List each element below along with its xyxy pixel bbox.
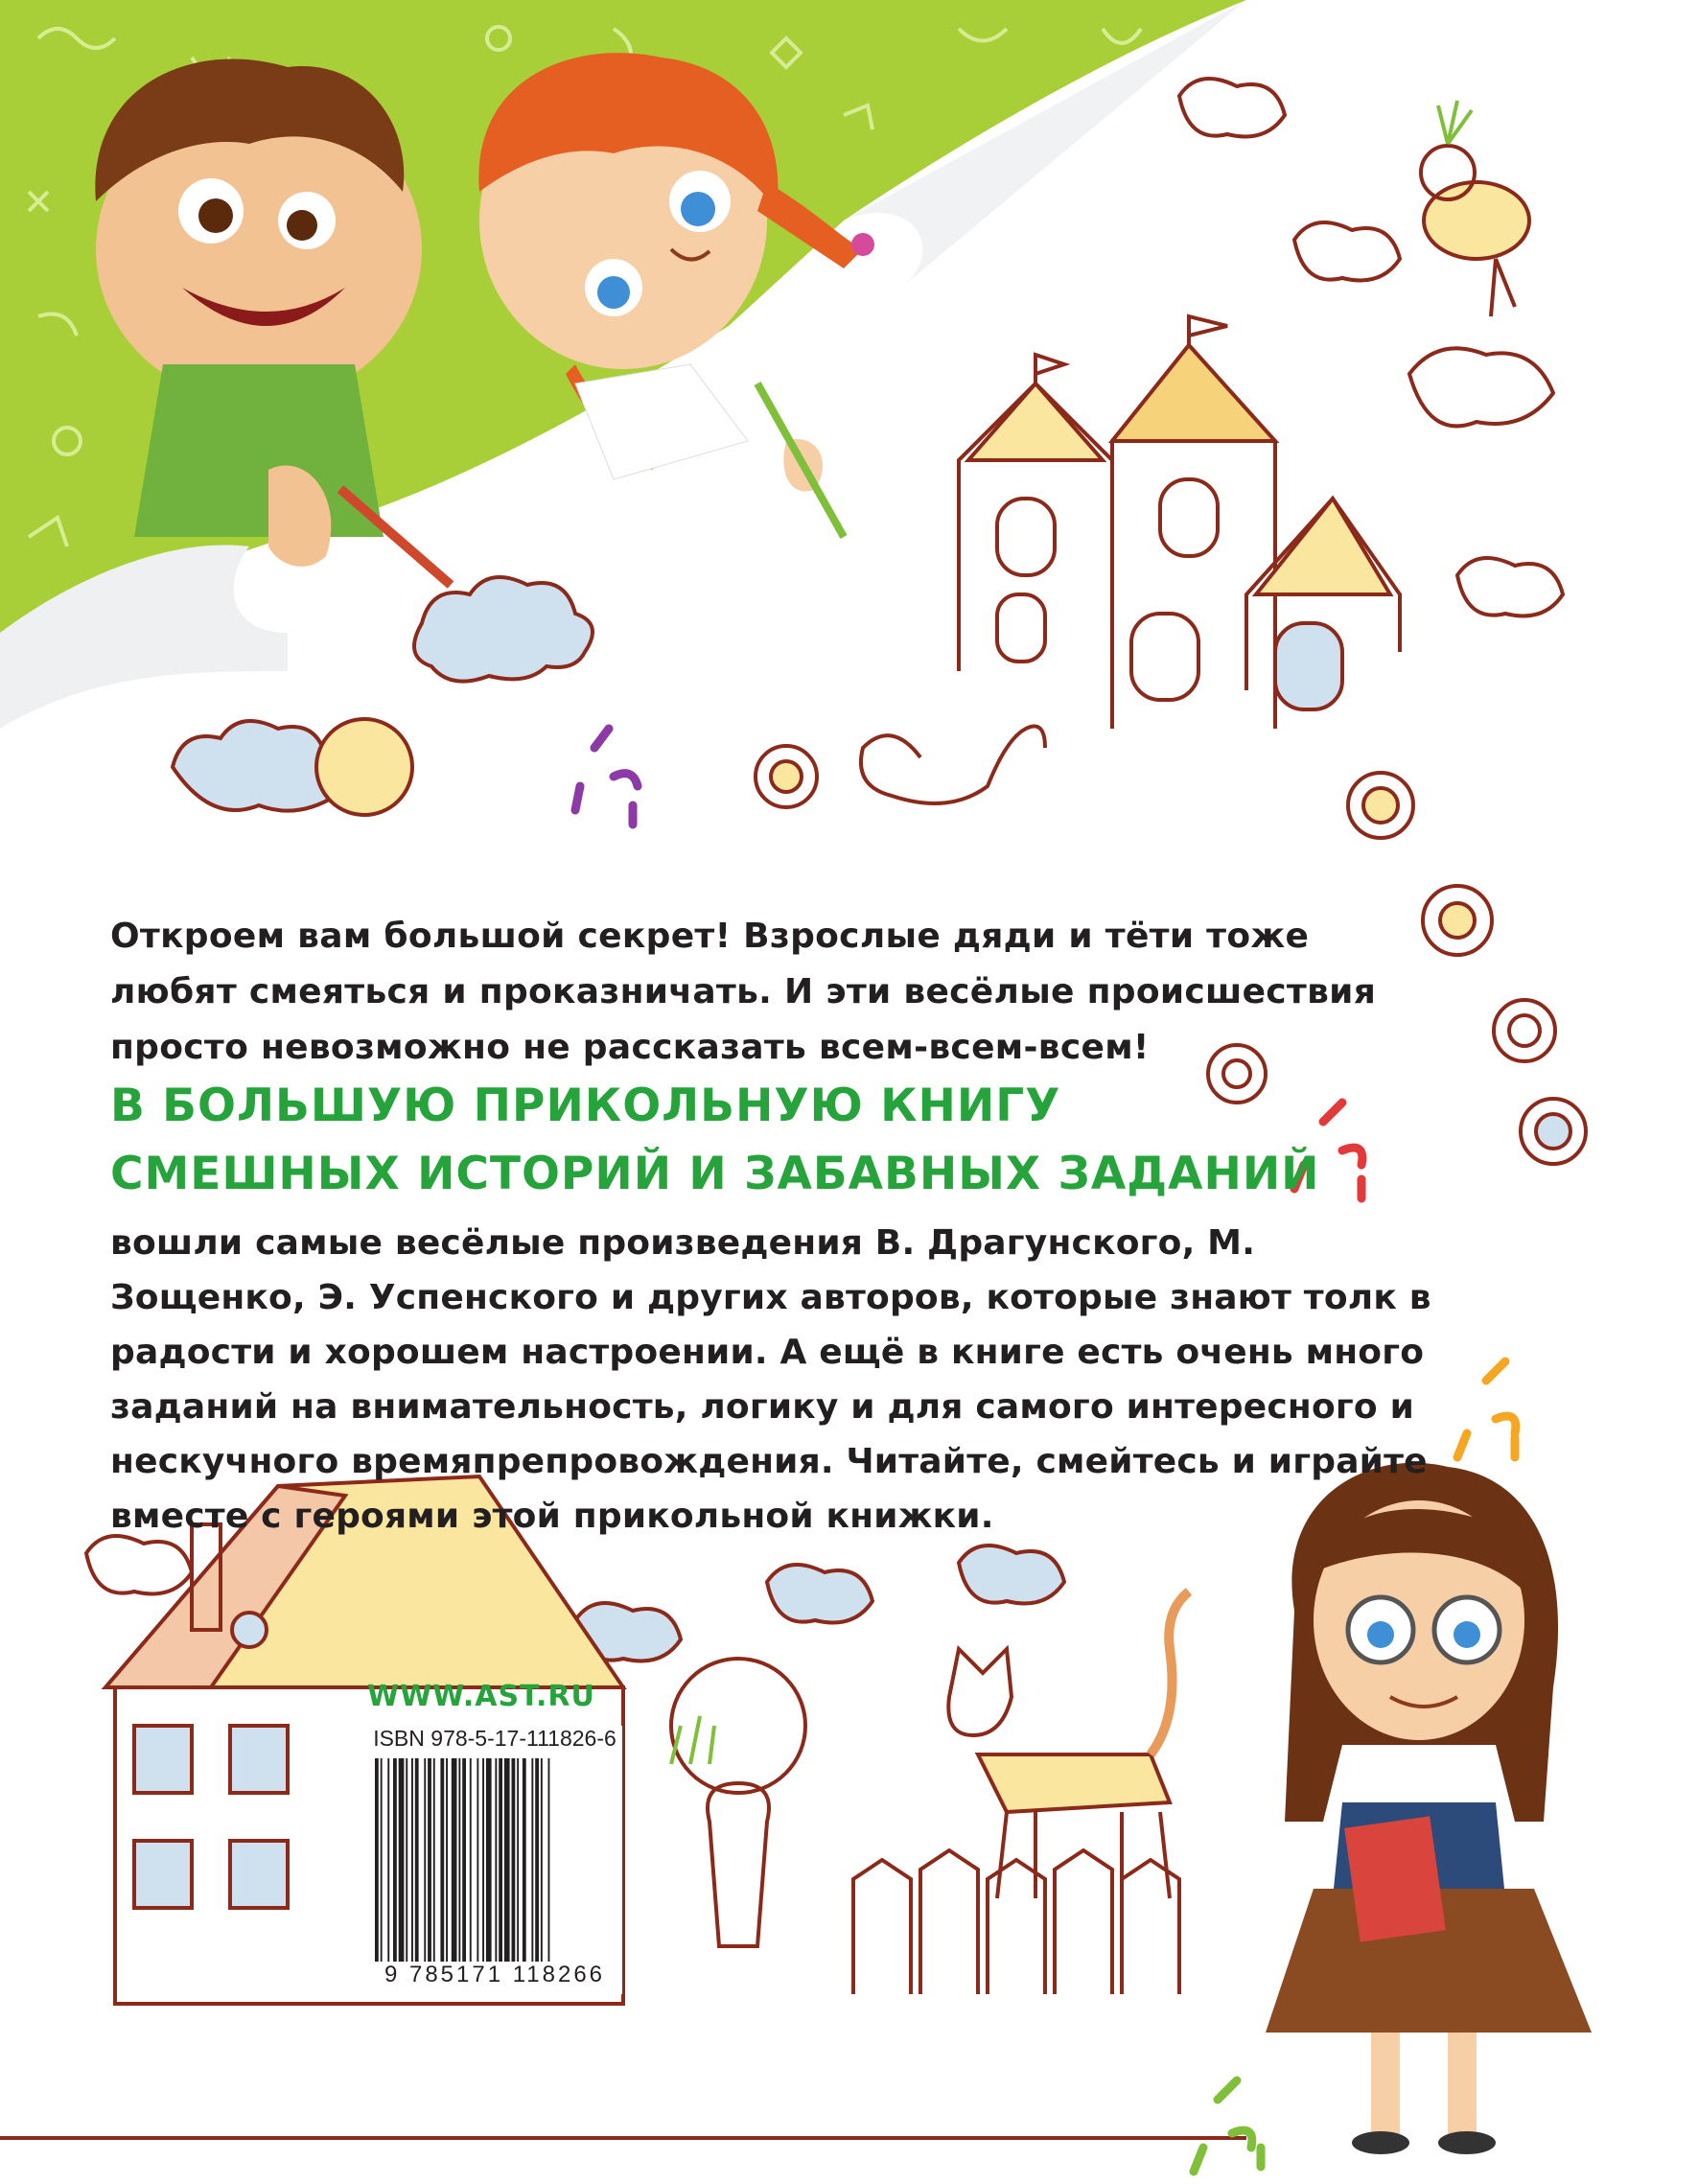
barcode-bar: [393, 1758, 397, 1962]
barcode-bar: [440, 1758, 444, 1962]
barcode-bar: [504, 1758, 510, 1962]
boy-icon: [95, 58, 451, 585]
ean-number: 9 785171 118266: [384, 1962, 606, 1987]
barcode-bar: [517, 1758, 519, 1962]
barcode-bar: [424, 1758, 426, 1962]
barcode-bar: [512, 1758, 516, 1962]
barcode-bar: [470, 1758, 472, 1962]
bird-doodle-icon: [1421, 101, 1529, 316]
barcode-bar: [452, 1758, 457, 1962]
barcode-bar: [458, 1758, 460, 1962]
barcode-bar: [433, 1758, 435, 1962]
barcode-block: [367, 1726, 622, 1994]
barcode-bar: [462, 1758, 466, 1962]
barcode-bar: [375, 1758, 379, 1962]
barcode-bar: [499, 1758, 502, 1962]
barcode-bar: [548, 1758, 550, 1962]
barcode-bar: [415, 1758, 419, 1962]
barcode-bar: [399, 1758, 405, 1962]
barcode-bar: [482, 1758, 484, 1962]
barcode-bar: [428, 1758, 431, 1962]
barcode-bar: [486, 1758, 492, 1962]
barcode-icon: [375, 1758, 615, 1962]
website-link[interactable]: WWW.AST.RU: [367, 1680, 595, 1713]
barcode-bar: [381, 1758, 383, 1962]
barcode-bar: [495, 1758, 497, 1962]
barcode-bar: [411, 1758, 413, 1962]
barcode-bar: [406, 1758, 407, 1962]
cat-doodle-icon: [948, 1592, 1189, 1898]
tree-doodle-icon: [671, 1659, 805, 1946]
isbn-number: ISBN 978-5-17-111826-6: [373, 1726, 616, 1751]
barcode-bar: [535, 1758, 539, 1962]
description-paragraph: вошли самые весёлые произведения В. Драгунского, М. Зощенко, Э. Успенского и других авторов, которые знают толк в радости и хорошем настроении. А ещё в книге есть очень много заданий на внимательность, логику и для самого интересного и нескучного времяпрепровождения. Читайте, смейтесь и играйте вместе с героями этой прикольной книжки.: [110, 1223, 1431, 1536]
barcode-bar: [477, 1758, 478, 1962]
girl-with-glasses-icon: [1266, 1463, 1592, 2154]
barcode-bar: [541, 1758, 543, 1962]
headline-line-1: В БОЛЬШУЮ ПРИКОЛЬНУЮ КНИГУ: [110, 1080, 1061, 1132]
barcode-bar: [531, 1758, 533, 1962]
barcode-bar: [523, 1758, 526, 1962]
barcode-bar: [387, 1758, 389, 1962]
headline-line-2: СМЕШНЫХ ИСТОРИЙ И ЗАБАВНЫХ ЗАДАНИЙ: [110, 1148, 1320, 1200]
goose-doodle-icon: [861, 727, 1045, 804]
barcode-bar: [446, 1758, 448, 1962]
castle-doodle-icon: [959, 316, 1400, 729]
intro-paragraph: Откроем вам большой секрет! Взрослые дяди и тёти тоже любят смеяться и проказничать. И эти весёлые происшествия просто невозможно не рассказать всем-всем-всем!: [110, 917, 1377, 1067]
